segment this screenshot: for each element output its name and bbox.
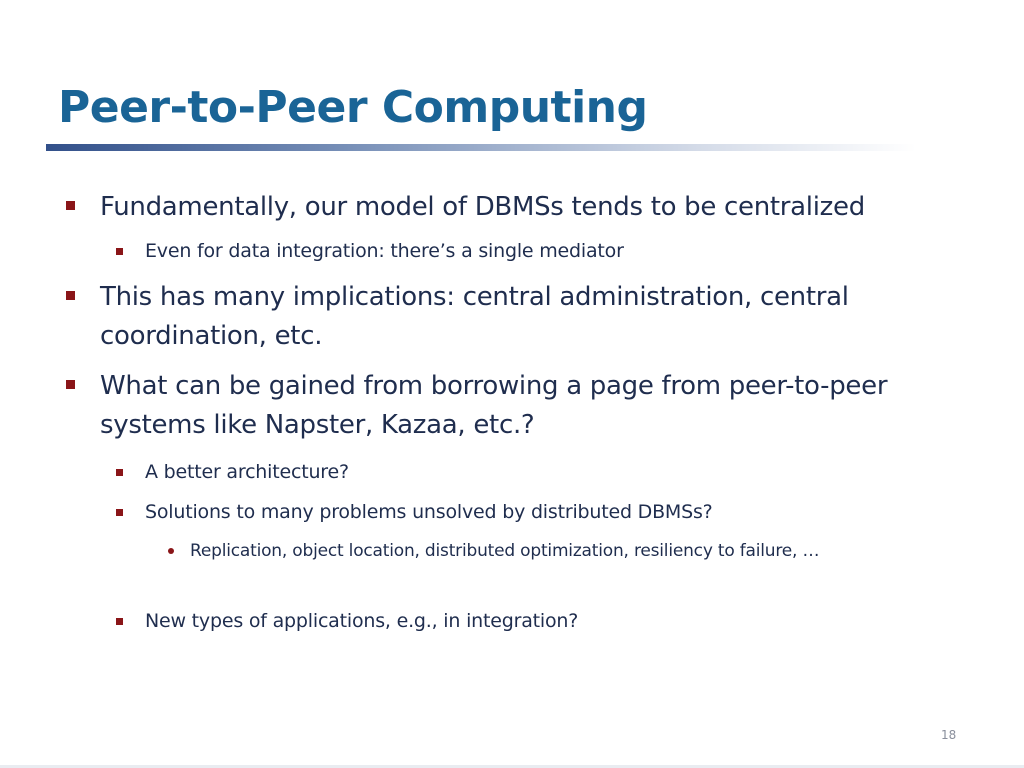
bullet-text: What can be gained from borrowing a page from peer-to-peer systems like Napster, Kazaa, etc.? — [100, 371, 888, 440]
bullet-item-5 — [145, 460, 945, 484]
title-underline — [46, 144, 916, 151]
bullet-item-1 — [100, 188, 960, 227]
bullet-item-3 — [100, 278, 920, 356]
bullet-item-6 — [145, 500, 945, 524]
bullet-item-8 — [145, 609, 945, 633]
square-bullet-icon — [66, 380, 75, 389]
page-number: 18 — [941, 728, 957, 742]
slide-title: Peer-to-Peer Computing — [58, 82, 648, 133]
bullet-item-2 — [145, 239, 945, 263]
bullet-text: Solutions to many problems unsolved by distributed DBMSs? — [145, 501, 713, 523]
square-bullet-icon — [116, 248, 123, 255]
bullet-text: New types of applications, e.g., in integration? — [145, 610, 579, 632]
dot-bullet-icon — [168, 548, 174, 554]
bullet-item-7 — [190, 538, 970, 564]
square-bullet-icon — [66, 291, 75, 300]
bullet-text: Fundamentally, our model of DBMSs tends to be centralized — [100, 192, 865, 222]
square-bullet-icon — [116, 469, 123, 476]
square-bullet-icon — [116, 509, 123, 516]
bullet-text: Replication, object location, distributed optimization, resiliency to failure, … — [190, 541, 820, 561]
bullet-text: Even for data integration: there’s a single mediator — [145, 240, 624, 262]
bullet-text: A better architecture? — [145, 461, 349, 483]
bullet-text: This has many implications: central administration, central coordination, etc. — [100, 282, 849, 351]
square-bullet-icon — [66, 201, 75, 210]
square-bullet-icon — [116, 618, 123, 625]
bullet-item-4 — [100, 367, 920, 445]
